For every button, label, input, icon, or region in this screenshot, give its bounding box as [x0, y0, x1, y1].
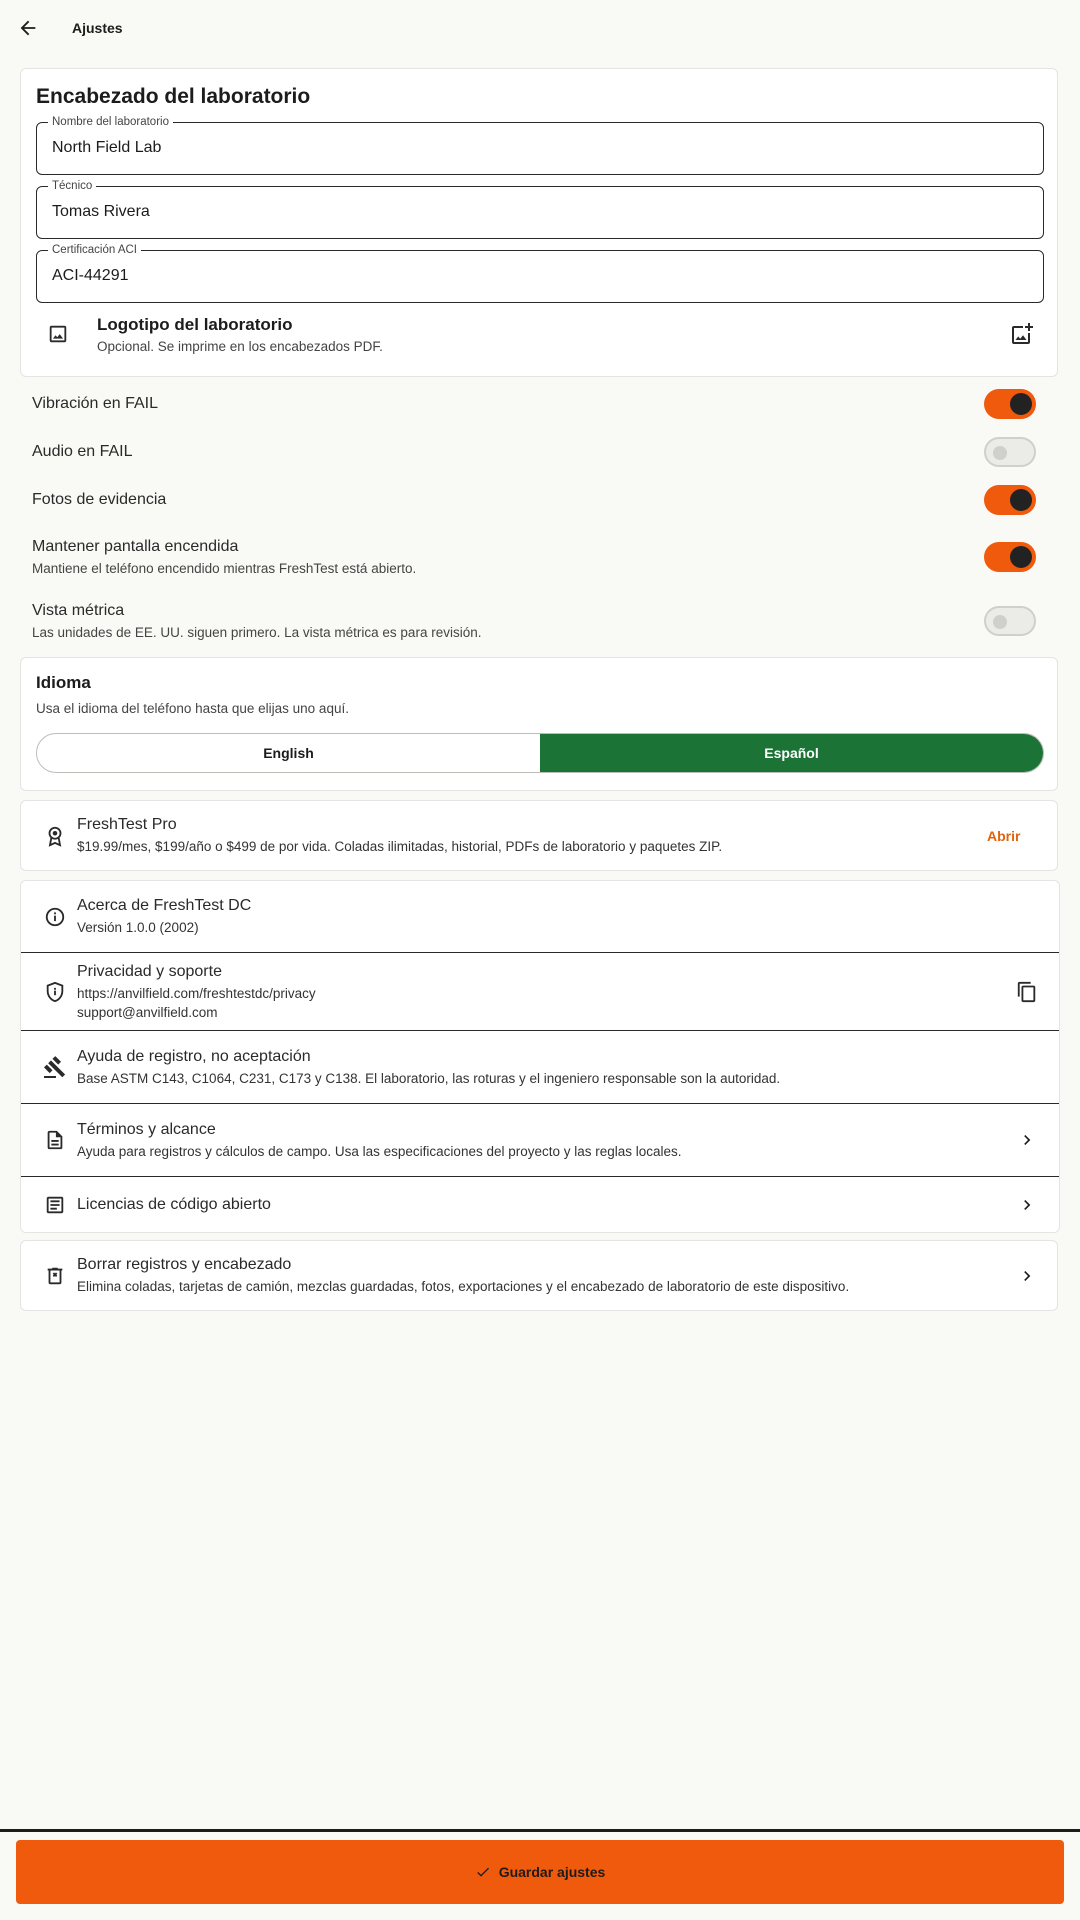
toggle-row-photos — [32, 485, 1036, 515]
switch-knob — [993, 615, 1007, 629]
bottom-divider — [0, 1829, 1080, 1832]
keep-screen-on-desc: Mantiene el teléfono encendido mientras FreshTest está abierto. — [32, 561, 417, 576]
registry-help-title: Ayuda de registro, no aceptación — [77, 1047, 311, 1065]
lab-name-label: Nombre del laboratorio — [48, 115, 173, 129]
freshtest-pro-row[interactable] — [20, 800, 1058, 871]
back-button[interactable] — [0, 0, 56, 56]
add-photo-icon — [1010, 322, 1034, 346]
lab-header-title: Encabezado del laboratorio — [36, 85, 311, 108]
info-icon — [21, 906, 75, 928]
language-option-spanish[interactable]: Español — [540, 734, 1043, 772]
vibration-switch[interactable] — [984, 389, 1036, 419]
lab-header-card — [20, 68, 1058, 377]
technician-label: Técnico — [48, 179, 96, 193]
language-segmented-control — [36, 733, 1044, 773]
add-logo-button[interactable] — [1000, 322, 1044, 346]
registry-help-subtitle: Base ASTM C143, C1064, C231, C173 y C138. El laboratorio, las roturas y el ingeniero responsable son la autoridad. — [77, 1070, 781, 1086]
chevron-right-icon — [997, 1195, 1057, 1215]
licenses-title: Licencias de código abierto — [77, 1195, 271, 1213]
toggle-row-audio — [32, 437, 1036, 467]
lab-logo-title: Logotipo del laboratorio — [97, 314, 293, 334]
about-title: Acerca de FreshTest DC — [77, 897, 252, 914]
document-icon — [21, 1129, 75, 1151]
toggle-row-metric-view — [32, 601, 1036, 641]
toggle-row-keep-screen-on — [32, 537, 1036, 577]
delete-icon — [21, 1265, 75, 1287]
keep-screen-on-switch[interactable] — [984, 542, 1036, 572]
save-settings-label: Guardar ajustes — [498, 1864, 606, 1880]
metric-view-label: Vista métrica — [32, 602, 125, 619]
article-icon — [21, 1194, 75, 1216]
shield-icon — [21, 981, 75, 1003]
photos-switch[interactable] — [984, 485, 1036, 515]
language-option-english[interactable]: English — [263, 745, 314, 761]
technician-field[interactable] — [36, 180, 1044, 239]
delete-records-subtitle: Elimina coladas, tarjetas de camión, mezclas guardadas, fotos, exportaciones y el encabezado de laboratorio de este dispositivo. — [77, 1279, 850, 1294]
delete-records-title: Borrar registros y encabezado — [77, 1256, 292, 1273]
switch-knob — [1010, 546, 1032, 568]
chevron-right-icon — [997, 1130, 1057, 1150]
toggle-row-vibration — [32, 389, 1036, 419]
delete-records-row[interactable] — [20, 1240, 1058, 1311]
lab-name-value: North Field Lab — [52, 139, 162, 156]
copy-icon — [1016, 981, 1038, 1003]
technician-value: Tomas Rivera — [52, 203, 150, 220]
aci-certification-field[interactable] — [36, 244, 1044, 303]
copy-button[interactable] — [997, 981, 1057, 1003]
top-app-bar — [0, 0, 1080, 56]
image-icon — [36, 323, 80, 345]
registry-help-row[interactable] — [21, 1031, 1057, 1103]
open-pro-link[interactable]: Abrir — [987, 827, 1021, 844]
aci-certification-label: Certificación ACI — [48, 243, 141, 257]
metric-view-switch[interactable] — [984, 606, 1036, 636]
keep-screen-on-label: Mantener pantalla encendida — [32, 538, 239, 555]
switch-knob — [1010, 393, 1032, 415]
switch-knob — [993, 446, 1007, 460]
language-subtitle: Usa el idioma del teléfono hasta que elijas uno aquí. — [36, 701, 349, 716]
photos-label: Fotos de evidencia — [32, 491, 167, 508]
switch-knob — [1010, 489, 1032, 511]
info-group — [20, 880, 1060, 1233]
pro-title: FreshTest Pro — [77, 816, 177, 833]
save-settings-button[interactable] — [16, 1840, 1064, 1904]
vibration-label: Vibración en FAIL — [32, 395, 159, 412]
open-source-licenses-row[interactable] — [21, 1177, 1057, 1232]
audio-switch[interactable] — [984, 437, 1036, 467]
audio-label: Audio en FAIL — [32, 443, 133, 460]
lab-logo-row — [36, 301, 1044, 367]
about-row[interactable] — [21, 881, 1057, 952]
terms-title: Términos y alcance — [77, 1120, 216, 1138]
page-title: Ajustes — [72, 20, 123, 36]
about-version: Versión 1.0.0 (2002) — [77, 920, 199, 935]
lab-name-field[interactable] — [36, 116, 1044, 175]
check-icon — [475, 1864, 491, 1880]
badge-icon — [21, 825, 75, 847]
privacy-support-row[interactable] — [21, 953, 1057, 1030]
arrow-back-icon — [17, 17, 39, 39]
chevron-right-icon — [997, 1266, 1057, 1286]
pro-subtitle: $19.99/mes, $199/año o $499 de por vida. Coladas ilimitadas, historial, PDFs de laboratorio y paquetes ZIP. — [77, 839, 723, 854]
terms-subtitle: Ayuda para registros y cálculos de campo. Usa las especificaciones del proyecto y las reglas locales. — [77, 1143, 682, 1159]
aci-certification-value: ACI-44291 — [52, 267, 129, 284]
lab-logo-subtitle: Opcional. Se imprime en los encabezados PDF. — [97, 338, 383, 354]
gavel-icon — [21, 1055, 75, 1079]
privacy-url: https://anvilfield.com/freshtestdc/privacy — [77, 985, 316, 1001]
metric-view-desc: Las unidades de EE. UU. siguen primero. La vista métrica es para revisión. — [32, 625, 482, 640]
support-email: support@anvilfield.com — [77, 1004, 218, 1020]
language-title: Idioma — [36, 673, 91, 692]
language-card — [20, 657, 1058, 791]
privacy-title: Privacidad y soporte — [77, 962, 222, 980]
terms-row[interactable] — [21, 1104, 1057, 1176]
